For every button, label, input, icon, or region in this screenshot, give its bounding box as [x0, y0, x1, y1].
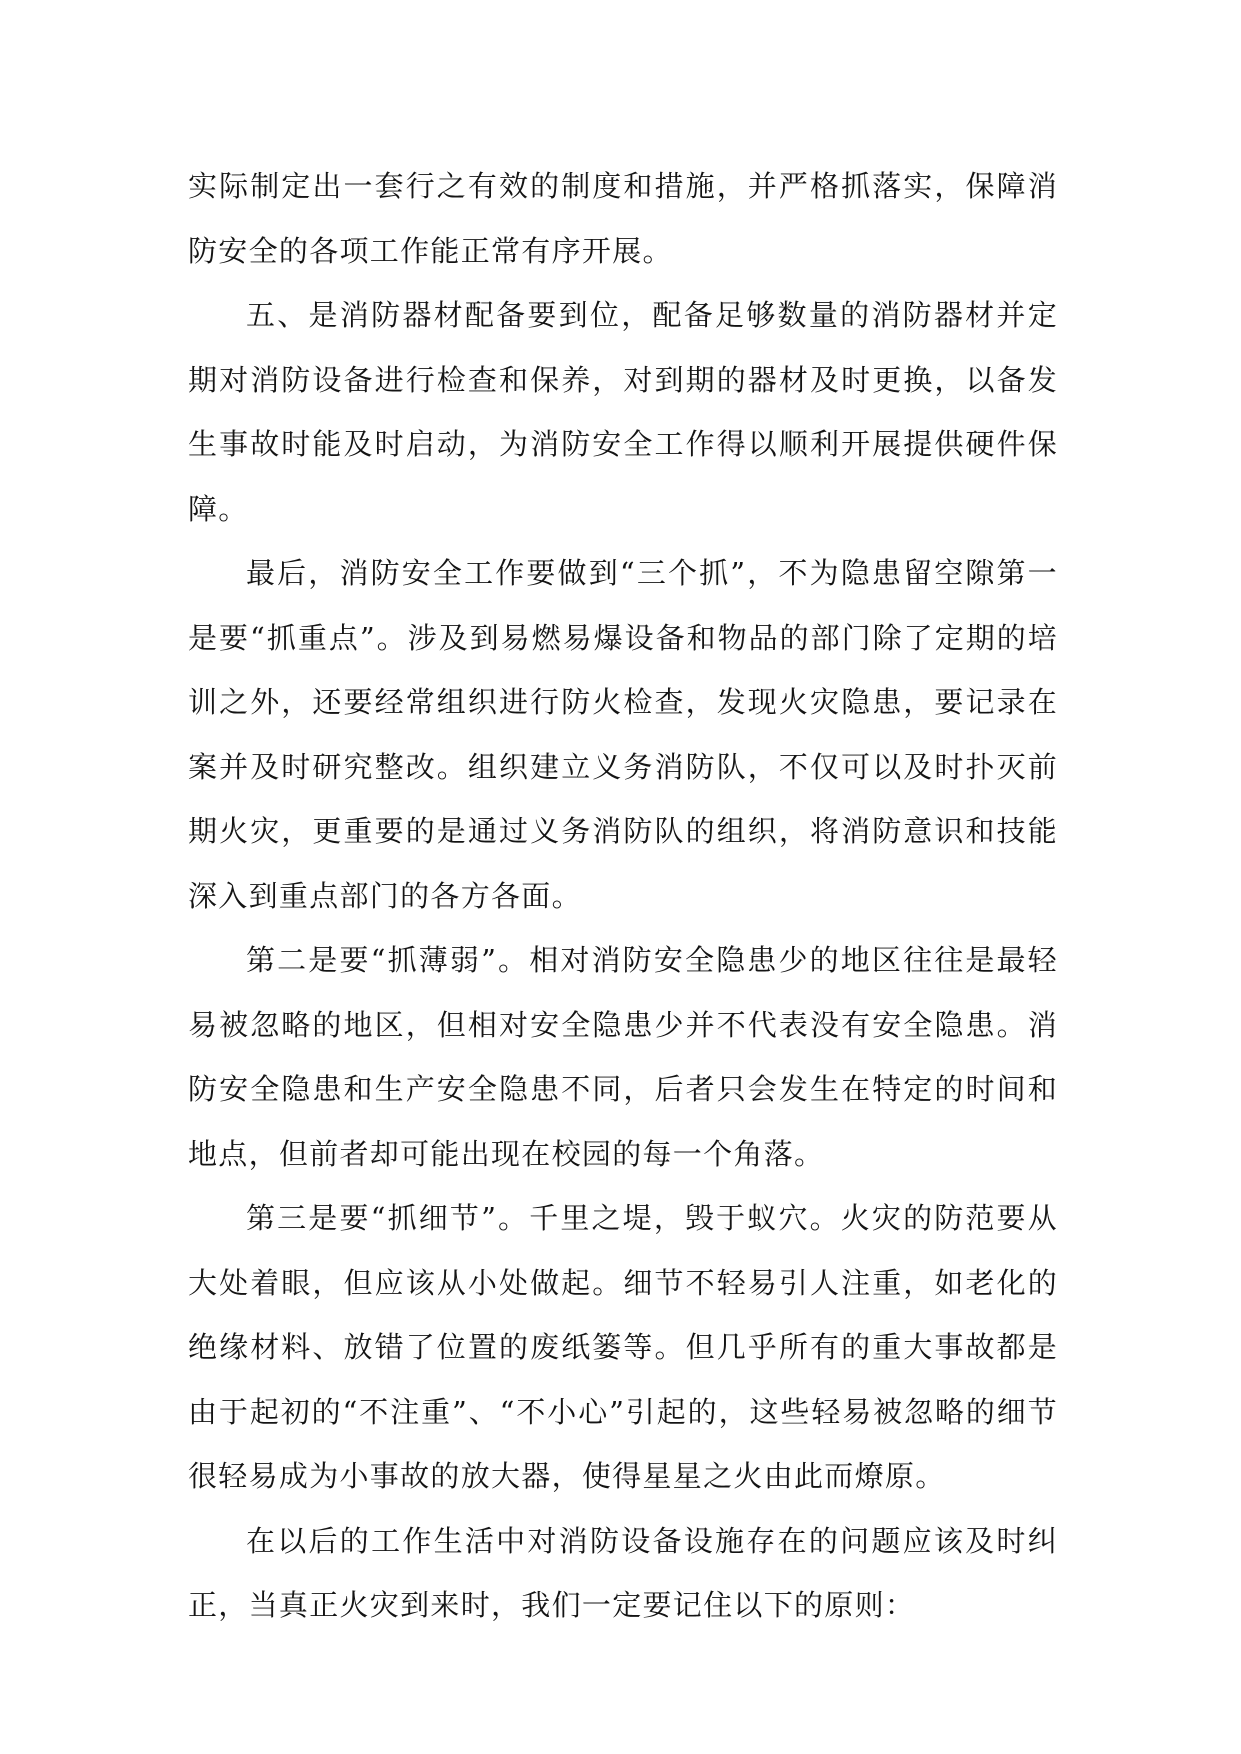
paragraph-key-points: 最后，消防安全工作要做到“三个抓”，不为隐患留空隙第一是要“抓重点”。涉及到易燃易爆设备和物品的部门除了定期的培训之外，还要经常组织进行防火检查，发现火灾隐患，要记录在案并及时研究整改。组织建立义务消防队，不仅可以及时扑灭前期火灾，更重要的是通过义务消防队的组织，将消防意识和技能深入到重点部门的各方各面。 [188, 556, 1058, 913]
paragraph-details: 第三是要“抓细节”。千里之堤，毁于蚁穴。火灾的防范要从大处着眼，但应该从小处做起。细节不轻易引人注重，如老化的绝缘材料、放错了位置的废纸篓等。但几乎所有的重大事故都是由于起初的“不注重”、“不小心”引起的，这些轻易被忽略的细节很轻易成为小事故的放大器，使得星星之火由此而燎原。 [188, 1201, 1058, 1493]
paragraph-principles: 在以后的工作生活中对消防设备设施存在的问题应该及时纠正，当真正火灾到来时，我们一定要记住以下的原则： [188, 1523, 1058, 1622]
paragraph-weak-points: 第二是要“抓薄弱”。相对消防安全隐患少的地区往往是最轻易被忽略的地区，但相对安全隐患少并不代表没有安全隐患。消防安全隐患和生产安全隐患不同，后者只会发生在特定的时间和地点，但前者却可能出现在校园的每一个角落。 [188, 943, 1058, 1171]
document-body [188, 154, 1058, 1638]
paragraph-continuation: 实际制定出一套行之有效的制度和措施，并严格抓落实，保障消防安全的各项工作能正常有序开展。 [188, 169, 1058, 268]
paragraph-equipment: 五、是消防器材配备要到位，配备足够数量的消防器材并定期对消防设备进行检查和保养，对到期的器材及时更换，以备发生事故时能及时启动，为消防安全工作得以顺利开展提供硬件保障。 [188, 298, 1058, 526]
